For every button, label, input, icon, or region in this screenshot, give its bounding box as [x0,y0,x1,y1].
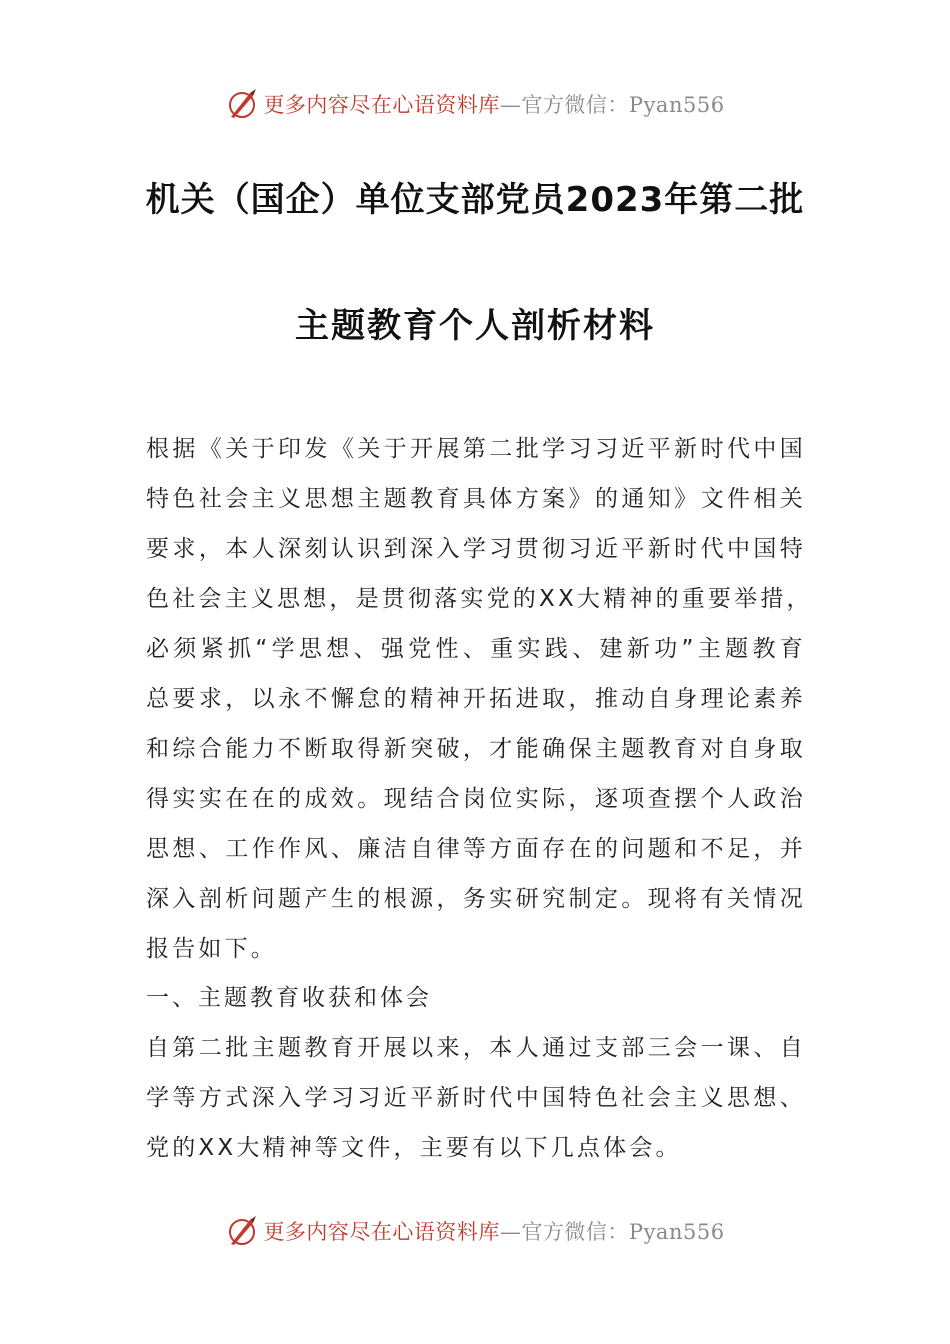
paragraph-line: 自第二批主题教育开展以来，本人通过支部三会一课、自 [146,1035,806,1061]
watermark-gray-text: —官方微信：Pyan556 [499,93,725,117]
intro-paragraph [146,424,813,974]
section-heading: 一、主题教育收获和体会 [146,985,432,1011]
watermark-text [263,89,724,119]
paragraph-line: 党的XX大精神等文件，主要有以下几点体会。 [146,1135,682,1161]
paragraph-line: 深入剖析问题产生的根源，务实研究制定。现将有关情况 [146,886,806,912]
paragraph-line: 必须紧抓“学思想、强党性、重实践、建新功”主题教育 [146,636,806,662]
section-paragraph [146,1023,806,1173]
paragraph-line: 和综合能力不断取得新突破，才能确保主题教育对自身取 [146,736,806,762]
paragraph-line: 色社会主义思想，是贯彻落实党的XX大精神的重要举措， [146,586,813,612]
paragraph-line: 学等方式深入学习习近平新时代中国特色社会主义思想、 [146,1085,806,1111]
paragraph-line: 特色社会主义思想主题教育具体方案》的通知》文件相关 [146,486,806,512]
watermark-banner-bottom [0,1211,950,1251]
paragraph-line: 得实实在在的成效。现结合岗位实际，逐项查摆个人政治 [146,786,806,812]
watermark-gray-text: —官方微信：Pyan556 [499,1220,725,1244]
quill-logo-icon [225,1214,259,1248]
paragraph-line: 总要求，以永不懈怠的精神开拓进取，推动自身理论素养 [146,686,806,712]
watermark-red-text: 更多内容尽在心语资料库 [263,1220,500,1244]
watermark-red-text: 更多内容尽在心语资料库 [263,93,500,117]
paragraph-line: 要求，本人深刻认识到深入学习贯彻习近平新时代中国特 [146,536,806,562]
quill-logo-icon [225,87,259,121]
paragraph-line: 根据《关于印发《关于开展第二批学习习近平新时代中国 [146,436,806,462]
paragraph-line: 报告如下。 [146,936,277,962]
paragraph-line: 思想、工作作风、廉洁自律等方面存在的问题和不足，并 [146,836,806,862]
document-title-line-2: 主题教育个人剖析材料 [295,306,655,346]
watermark-text [263,1216,724,1246]
watermark-banner-top [0,84,950,124]
document-title-line-1: 机关（国企）单位支部党员2023年第二批 [145,180,805,220]
